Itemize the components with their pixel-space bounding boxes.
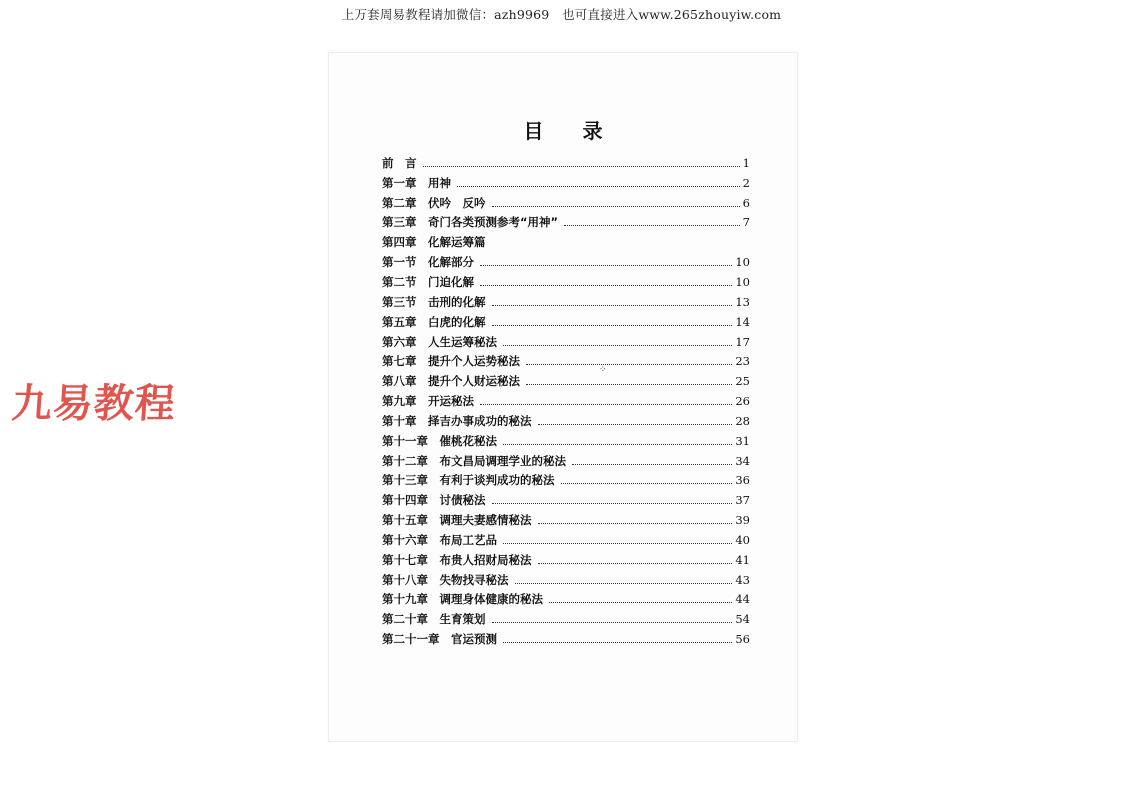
toc-entry-label: 第二章 伏吟 反吟	[382, 195, 486, 210]
toc-entry-label: 第六章 人生运筹秘法	[382, 334, 497, 349]
toc-entry	[382, 609, 750, 629]
toc-entry-page: 17	[735, 334, 750, 349]
dot-leader	[480, 403, 732, 405]
toc-entry-page: 44	[735, 592, 750, 607]
table-of-contents	[382, 153, 750, 649]
scan-speck: ⁘	[599, 365, 607, 375]
toc-entry-page: 2	[742, 175, 750, 190]
toc-entry	[382, 193, 750, 213]
toc-entry	[382, 530, 750, 550]
toc-entry-label: 第九章 开运秘法	[382, 394, 474, 409]
toc-entry	[382, 292, 750, 312]
toc-entry-label: 第二节 门迫化解	[382, 274, 474, 289]
dot-leader	[503, 443, 732, 445]
toc-entry-page: 34	[735, 453, 750, 468]
toc-entry	[382, 411, 750, 431]
document-page	[328, 52, 798, 742]
toc-entry-label: 第十六章 布局工艺品	[382, 532, 497, 547]
toc-entry	[382, 232, 750, 252]
toc-entry-page: 37	[735, 493, 750, 508]
toc-entry-page: 36	[735, 473, 750, 488]
dot-leader	[515, 582, 733, 584]
toc-entry-label: 第三节 击刑的化解	[382, 294, 486, 309]
dot-leader	[503, 344, 732, 346]
dot-leader	[526, 363, 732, 365]
toc-entry-page: 23	[735, 354, 750, 369]
toc-entry-label: 第一节 化解部分	[382, 255, 474, 270]
toc-entry	[382, 173, 750, 193]
toc-entry-label: 第四章 化解运筹篇	[382, 235, 486, 250]
toc-entry	[382, 510, 750, 530]
toc-entry-label: 第十三章 有利于谈判成功的秘法	[382, 473, 555, 488]
toc-entry-page: 1	[742, 155, 750, 170]
toc-entry	[382, 213, 750, 233]
dot-leader	[492, 304, 733, 306]
toc-entry	[382, 391, 750, 411]
watermark-logo: 九易教程	[10, 381, 178, 427]
dot-leader	[492, 502, 733, 504]
dot-leader	[503, 542, 732, 544]
toc-entry-page: 40	[735, 532, 750, 547]
toc-entry-page: 41	[735, 552, 750, 567]
toc-entry-label: 第十七章 布贵人招财局秘法	[382, 552, 532, 567]
toc-entry-page: 25	[735, 374, 750, 389]
toc-entry-label: 第十章 择吉办事成功的秘法	[382, 413, 532, 428]
toc-entry	[382, 272, 750, 292]
toc-entry	[382, 332, 750, 352]
toc-entry-page: 14	[735, 314, 750, 329]
dot-leader	[480, 284, 732, 286]
toc-entry-label: 第十一章 催桃花秘法	[382, 433, 497, 448]
dot-leader	[480, 264, 732, 266]
toc-entry-label: 第三章 奇门各类预测参考“用神”	[382, 215, 559, 230]
toc-entry-label: 第二十章 生育策划	[382, 612, 486, 627]
toc-entry	[382, 252, 750, 272]
toc-entry-label: 第十五章 调理夫妻感情秘法	[382, 513, 532, 528]
toc-entry	[382, 629, 750, 649]
dot-leader	[492, 324, 733, 326]
toc-entry-page: 13	[735, 294, 750, 309]
toc-entry-page: 43	[735, 572, 750, 587]
toc-entry	[382, 351, 750, 371]
dot-leader	[423, 165, 740, 167]
toc-entry-page: 7	[742, 215, 750, 230]
toc-entry-label: 第二十一章 官运预测	[382, 632, 497, 647]
dot-leader	[503, 641, 732, 643]
toc-entry	[382, 550, 750, 570]
toc-entry-page: 39	[735, 513, 750, 528]
dot-leader	[492, 621, 733, 623]
toc-entry-page: 31	[735, 433, 750, 448]
toc-entry-page: 28	[735, 413, 750, 428]
dot-leader	[538, 522, 733, 524]
toc-entry-label: 第一章 用神	[382, 175, 451, 190]
toc-entry	[382, 153, 750, 173]
toc-entry	[382, 451, 750, 471]
toc-entry	[382, 431, 750, 451]
toc-entry-label: 第八章 提升个人财运秘法	[382, 374, 520, 389]
toc-entry	[382, 471, 750, 491]
toc-entry-page: 10	[735, 274, 750, 289]
toc-entry	[382, 590, 750, 610]
dot-leader	[457, 185, 740, 187]
toc-entry-label: 第十二章 布文昌局调理学业的秘法	[382, 453, 566, 468]
dot-leader	[561, 482, 733, 484]
toc-entry	[382, 371, 750, 391]
dot-leader	[549, 601, 732, 603]
toc-entry-page: 56	[735, 632, 750, 647]
dot-leader	[572, 463, 732, 465]
toc-entry-page: 54	[735, 612, 750, 627]
toc-entry	[382, 570, 750, 590]
top-banner: 上万套周易教程请加微信：azh9969 也可直接进入www.265zhouyiw.com	[341, 7, 782, 22]
toc-entry	[382, 490, 750, 510]
dot-leader	[538, 562, 733, 564]
dot-leader	[492, 205, 740, 207]
toc-entry-label: 第七章 提升个人运势秘法	[382, 354, 520, 369]
toc-entry-label: 第十九章 调理身体健康的秘法	[382, 592, 543, 607]
toc-entry-page: 26	[735, 394, 750, 409]
dot-leader	[538, 423, 733, 425]
toc-entry-page: 6	[742, 195, 750, 210]
toc-entry	[382, 312, 750, 332]
dot-leader	[564, 224, 740, 226]
toc-entry-label: 第十八章 失物找寻秘法	[382, 572, 509, 587]
toc-entry-label: 第十四章 讨债秘法	[382, 493, 486, 508]
toc-entry-label: 前 言	[382, 155, 417, 170]
toc-entry-page: 10	[735, 255, 750, 270]
toc-entry-label: 第五章 白虎的化解	[382, 314, 486, 329]
page-title: 目 录	[523, 119, 619, 143]
dot-leader	[526, 383, 732, 385]
